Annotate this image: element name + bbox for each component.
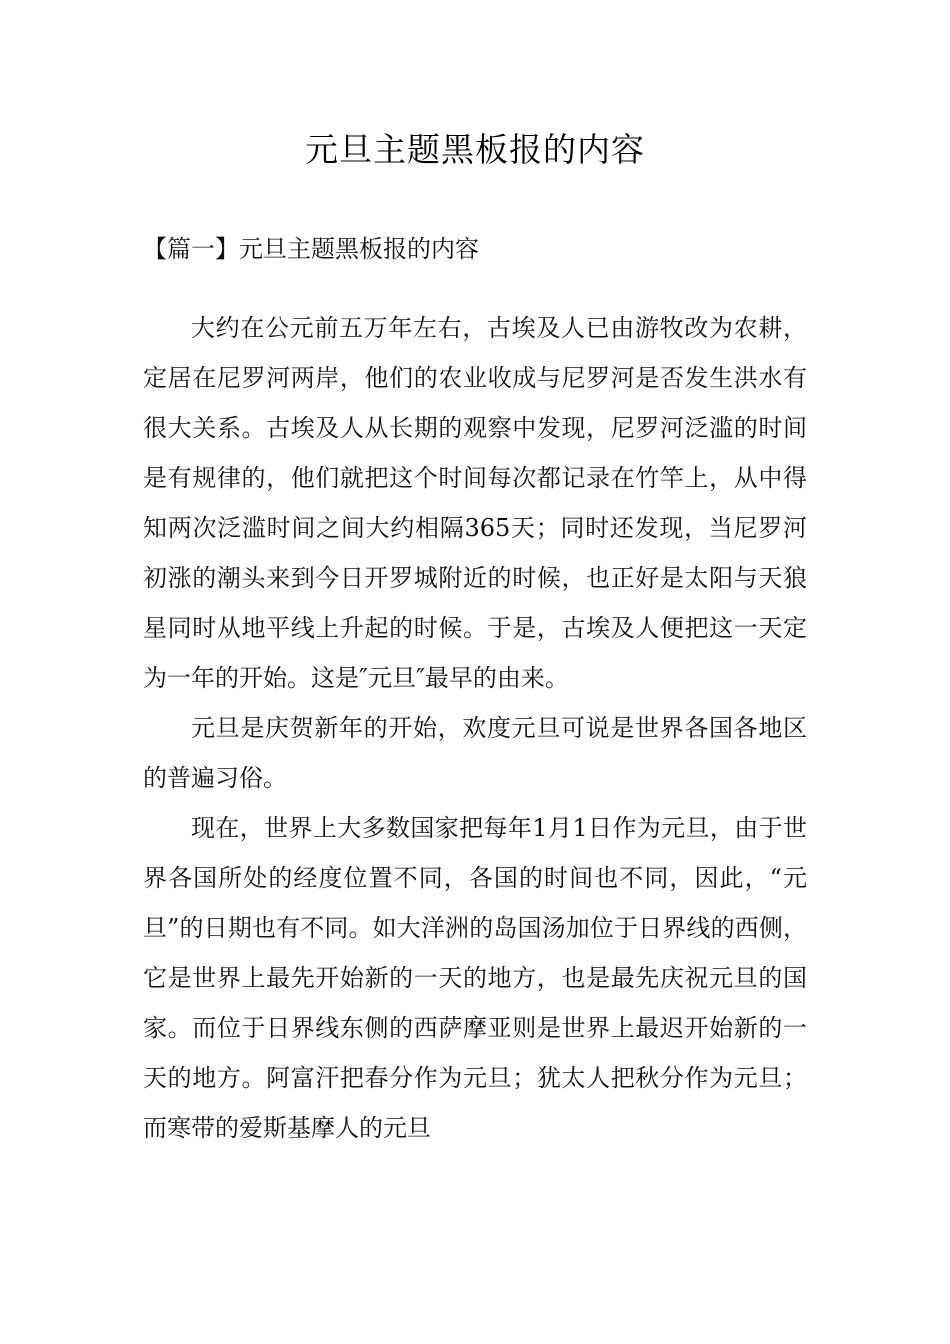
document-title: 元旦主题黑板报的内容 [305, 130, 645, 169]
section-heading: 【篇一】元旦主题黑板报的内容 [143, 235, 479, 263]
document-body [143, 303, 807, 1153]
paragraph: 元旦是庆贺新年的开始，欢度元旦可说是世界各国各地区的普遍习俗。 [143, 714, 807, 792]
paragraph: 大约在公元前五万年左右，古埃及人已由游牧改为农耕，定居在尼罗河两岸，他们的农业收成与尼罗河是否发生洪水有很大关系。古埃及人从长期的观察中发现，尼罗河泛滥的时间是有规律的，他们就把这个时间每次都记录在竹竿上，从中得知两次泛滥时间之间大约相隔365天；同时还发现，当尼罗河初涨的潮头来到今日开罗城附近的时候，也正好是太阳与天狼星同时从地平线上升起的时候。于是，古埃及人便把这一天定为一年的开始。这是″元旦″最早的由来。 [143, 314, 807, 692]
paragraph: 现在，世界上大多数国家把每年1月1日作为元旦，由于世界各国所处的经度位置不同，各国的时间也不同，因此，“元旦”的日期也有不同。如大洋洲的岛国汤加位于日界线的西侧，它是世界上最先开始新的一天的地方，也是最先庆祝元旦的国家。而位于日界线东侧的西萨摩亚则是世界上最迟开始新的一天的地方。阿富汗把春分作为元旦；犹太人把秋分作为元旦；而寒带的爱斯基摩人的元旦 [143, 814, 807, 1142]
